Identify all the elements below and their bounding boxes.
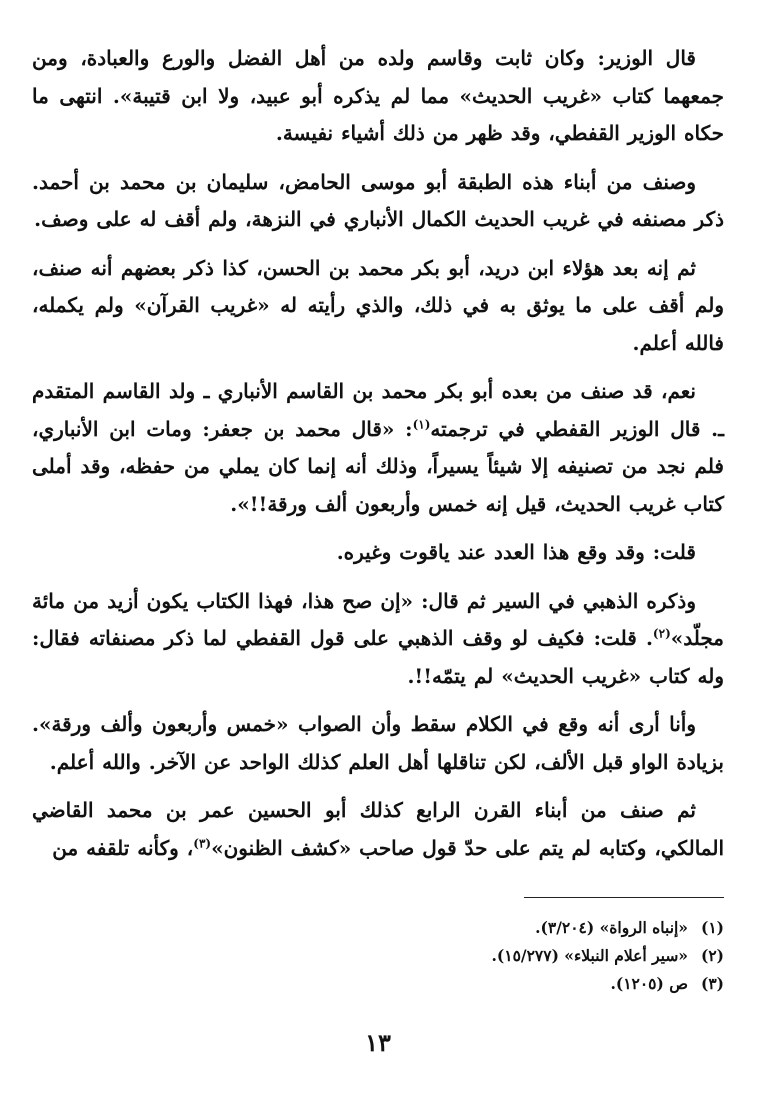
footnote-ref-2: (٢) [652, 626, 671, 641]
footnote-1 [32, 914, 724, 942]
footnote-2-text: «سير أعلام النبلاء» (١٥/٢٧٧). [491, 946, 688, 965]
paragraph-3 [32, 250, 724, 363]
paragraph-2 [32, 164, 724, 239]
footnote-3-number: (٣) [700, 974, 724, 993]
paragraph-1-text: قال الوزير: وكان ثابت وقاسم ولده من أهل الفضل والورع والعبادة، ومن جمعهما كتاب «غريب الحديث» مما لم يذكره أبو عبيد، ولا ابن قتيبة». انتهى ما حكاه الوزير القفطي، وقد ظهر من ذلك أشياء نفيسة. [32, 46, 724, 145]
footnote-separator [524, 897, 724, 898]
paragraph-4 [32, 373, 724, 523]
footnotes [32, 914, 724, 998]
page-number: ١٣ [365, 1028, 391, 1057]
paragraph-7 [32, 706, 724, 781]
paragraph-2-text: وصنف من أبناء هذه الطبقة أبو موسى الحامض، سليمان بن محمد بن أحمد. ذكر مصنفه في غريب الحديث الكمال الأنباري في النزهة، ولم أقف له على وصف. [32, 169, 724, 231]
footnote-2-number: (٢) [700, 946, 724, 965]
footnote-ref-1: (١) [412, 416, 431, 431]
paragraph-8-text-cont: ، وكأنه تلقفه من [52, 835, 194, 860]
paragraph-4-text-cont: : «قال محمد بن جعفر: ومات ابن الأنباري، فلم نجد من تصنيفه إلا شيئاً يسيراً، وذلك أنه إنما كان يملي من حفظه، وقد أملى كتاب غريب الحديث، قيل إنه خمس وأربعون ألف ورقة!!». [32, 416, 724, 516]
paragraph-8-text: ثم صنف من أبناء القرن الرابع كذلك أبو الحسين عمر بن محمد القاضي المالكي، وكتابه لم يتم على حدّ قول صاحب «كشف الظنون» [32, 798, 724, 860]
body-text [32, 40, 724, 867]
footnote-ref-3: (٣) [193, 835, 212, 850]
footnote-1-number: (١) [700, 918, 724, 937]
paragraph-7-text: وأنا أرى أنه وقع في الكلام سقط وأن الصواب «خمس وأربعون وألف ورقة». بزيادة الواو قبل الألف، لكن تناقلها أهل العلم كذلك الواحد عن الآخر. والله أعلم. [32, 712, 724, 774]
paragraph-8 [32, 792, 724, 867]
footnote-1-text: «إنباه الرواة» (٣/٢٠٤). [535, 918, 688, 937]
paragraph-5 [32, 534, 724, 572]
footnote-2 [32, 942, 724, 970]
paragraph-5-text: قلت: وقد وقع هذا العدد عند ياقوت وغيره. [336, 540, 696, 564]
book-page [32, 40, 724, 1080]
paragraph-4-text: نعم، قد صنف من بعده أبو بكر محمد بن القاسم الأنباري ـ ولد القاسم المتقدم ـ. قال الوزير القفطي في ترجمته [32, 379, 724, 441]
paragraph-1 [32, 40, 724, 153]
paragraph-3-text: ثم إنه بعد هؤلاء ابن دريد، أبو بكر محمد بن الحسن، كذا ذكر بعضهم أنه صنف، ولم أقف على ما يوثق به في ذلك، والذي رأيته له «غريب القرآن» ولم يكمله، فالله أعلم. [32, 255, 724, 355]
footnote-3-text: ص (١٢٠٥). [610, 974, 688, 993]
paragraph-6-text-cont: . قلت: فكيف لو وقف الذهبي على قول القفطي لما ذكر مصنفاته فقال: وله كتاب «غريب الحديث» لم يتمّه!!. [32, 626, 724, 688]
paragraph-6 [32, 583, 724, 696]
footnote-3 [32, 970, 724, 998]
paragraph-6-text: وذكره الذهبي في السير ثم قال: «إن صح هذا، فهذا الكتاب يكون أزيد من مائة مجلّد» [32, 588, 724, 650]
